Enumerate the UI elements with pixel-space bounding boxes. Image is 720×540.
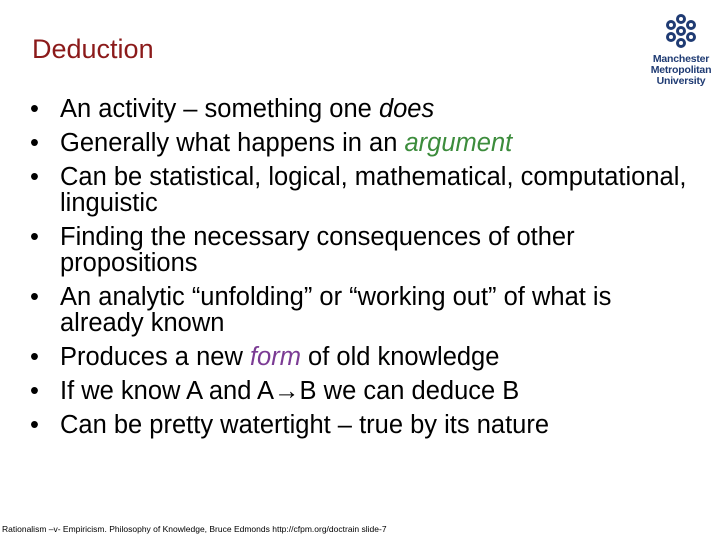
bullet-list: [30, 96, 690, 446]
bullet-item: • If we know A and A→B we can deduce B: [30, 378, 690, 404]
bullet-item: • Produces a new form of old knowledge: [30, 344, 690, 370]
logo-wordmark: [648, 54, 714, 87]
bullet-item: • Can be statistical, logical, mathematical, computational, linguistic: [30, 164, 690, 216]
logo-line-3: University: [656, 75, 706, 87]
logo-emblem-icon: [661, 12, 701, 54]
logo-line-1: Manchester: [652, 53, 710, 65]
bullet-item: • An activity – something one does: [30, 96, 690, 122]
university-logo: [648, 12, 714, 96]
bullet-item: • An analytic “unfolding” or “working out” of what is already known: [30, 284, 690, 336]
bullet-item: • Finding the necessary consequences of other propositions: [30, 224, 690, 276]
slide-footer: Rationalism –v- Empiricism. Philosophy of Knowledge, Bruce Edmonds http://cfpm.org/doctrain slide-7: [2, 524, 387, 534]
bullet-item: • Can be pretty watertight – true by its nature: [30, 412, 690, 438]
logo-line-2: Metropolitan: [650, 64, 712, 76]
slide-title: Deduction: [32, 34, 154, 64]
bullet-item: • Generally what happens in an argument: [30, 130, 690, 156]
